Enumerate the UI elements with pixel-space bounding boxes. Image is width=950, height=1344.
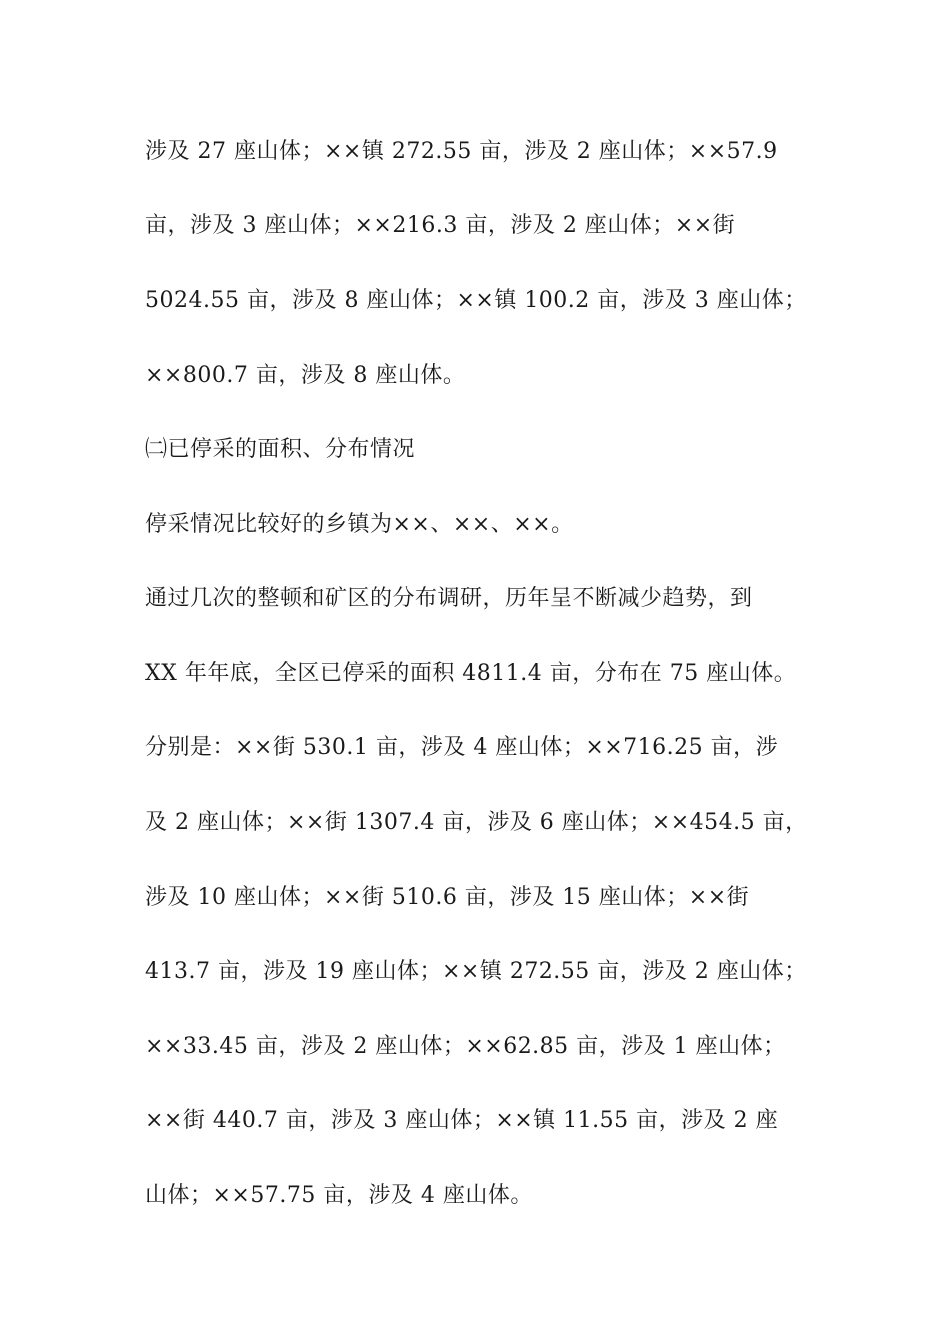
text-line-6: 停采情况比较好的乡镇为××、××、××。 (145, 512, 574, 537)
text-line-14: ××街 440.7 亩，涉及 3 座山体；××镇 11.55 亩，涉及 2 座 (145, 1108, 779, 1133)
text-line-7: 通过几次的整顿和矿区的分布调研，历年呈不断减少趋势，到 (145, 586, 753, 611)
text-line-13: ××33.45 亩，涉及 2 座山体；××62.85 亩，涉及 1 座山体； (145, 1034, 786, 1059)
text-line-4: ××800.7 亩，涉及 8 座山体。 (145, 363, 466, 388)
text-line-3: 5024.55 亩，涉及 8 座山体；××镇 100.2 亩，涉及 3 座山体； (145, 288, 807, 313)
text-line-8: XX 年年底，全区已停采的面积 4811.4 亩，分布在 75 座山体。 (145, 661, 797, 686)
text-line-11: 涉及 10 座山体；××街 510.6 亩，涉及 15 座山体；××街 (145, 885, 750, 910)
text-line-1: 涉及 27 座山体；××镇 272.55 亩，涉及 2 座山体；××57.9 (145, 139, 778, 164)
text-line-10: 及 2 座山体；××街 1307.4 亩，涉及 6 座山体；××454.5 亩， (145, 810, 808, 835)
text-line-2: 亩，涉及 3 座山体；××216.3 亩，涉及 2 座山体；××街 (145, 213, 736, 238)
text-line-15: 山体；××57.75 亩，涉及 4 座山体。 (145, 1183, 533, 1208)
text-line-9: 分别是：××街 530.1 亩，涉及 4 座山体；××716.25 亩，涉 (145, 735, 779, 760)
section-heading: ㈡已停采的面积、分布情况 (145, 437, 416, 462)
text-line-12: 413.7 亩，涉及 19 座山体；××镇 272.55 亩，涉及 2 座山体； (145, 959, 807, 984)
